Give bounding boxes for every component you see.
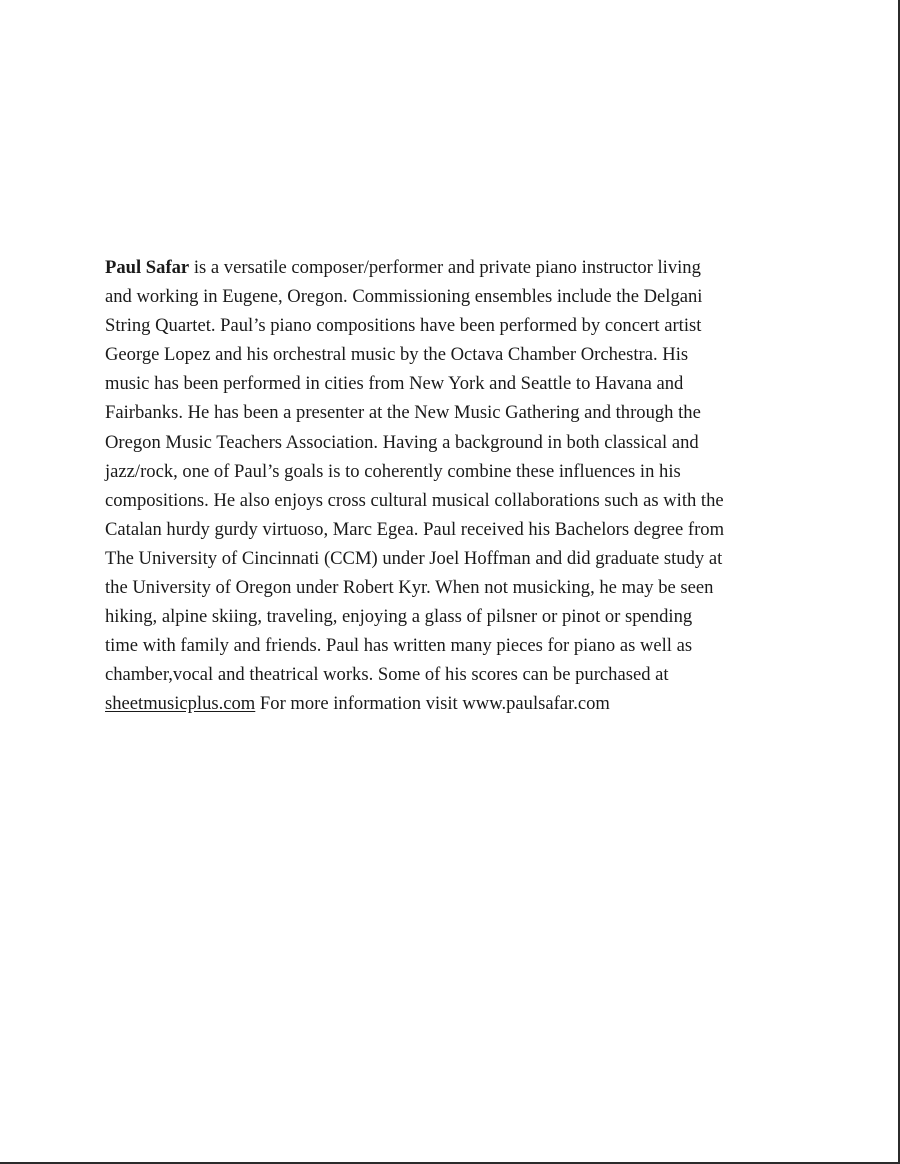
bio-line: compositions. He also enjoys cross cultural musical collaborations such as with the (105, 489, 724, 511)
bio-line (105, 253, 805, 282)
bio-line: Oregon Music Teachers Association. Having a background in both classical and (105, 431, 699, 453)
biography-paragraph (105, 253, 805, 719)
bio-line: the University of Oregon under Robert Kyr. When not musicking, he may be seen (105, 577, 714, 599)
composer-name: Paul Safar (105, 257, 190, 278)
bio-line-text: For more information visit www.paulsafar.com (255, 693, 610, 715)
sheetmusicplus-link[interactable]: sheetmusicplus.com (105, 693, 256, 715)
bio-line: jazz/rock, one of Paul’s goals is to coherently combine these influences in his (105, 460, 681, 482)
bio-line: hiking, alpine skiing, traveling, enjoying a glass of pilsner or pinot or spending (105, 606, 693, 628)
bio-line: music has been performed in cities from New York and Seattle to Havana and (105, 373, 684, 395)
bio-line: The University of Cincinnati (CCM) under Joel Hoffman and did graduate study at (105, 547, 723, 569)
bio-line: time with family and friends. Paul has written many pieces for piano as well as (105, 635, 693, 657)
bio-line: and working in Eugene, Oregon. Commissioning ensembles include the Delgani (105, 286, 703, 308)
bio-line (105, 689, 805, 718)
bio-line: Fairbanks. He has been a presenter at the New Music Gathering and through the (105, 402, 701, 424)
bio-line: Catalan hurdy gurdy virtuoso, Marc Egea. Paul received his Bachelors degree from (105, 518, 725, 540)
bio-line: String Quartet. Paul’s piano compositions have been performed by concert artist (105, 315, 702, 337)
bio-line: George Lopez and his orchestral music by the Octava Chamber Orchestra. His (105, 344, 689, 366)
bio-line: chamber,vocal and theatrical works. Some of his scores can be purchased at (105, 664, 669, 686)
bio-line-text: is a versatile composer/performer and private piano instructor living (189, 257, 701, 278)
